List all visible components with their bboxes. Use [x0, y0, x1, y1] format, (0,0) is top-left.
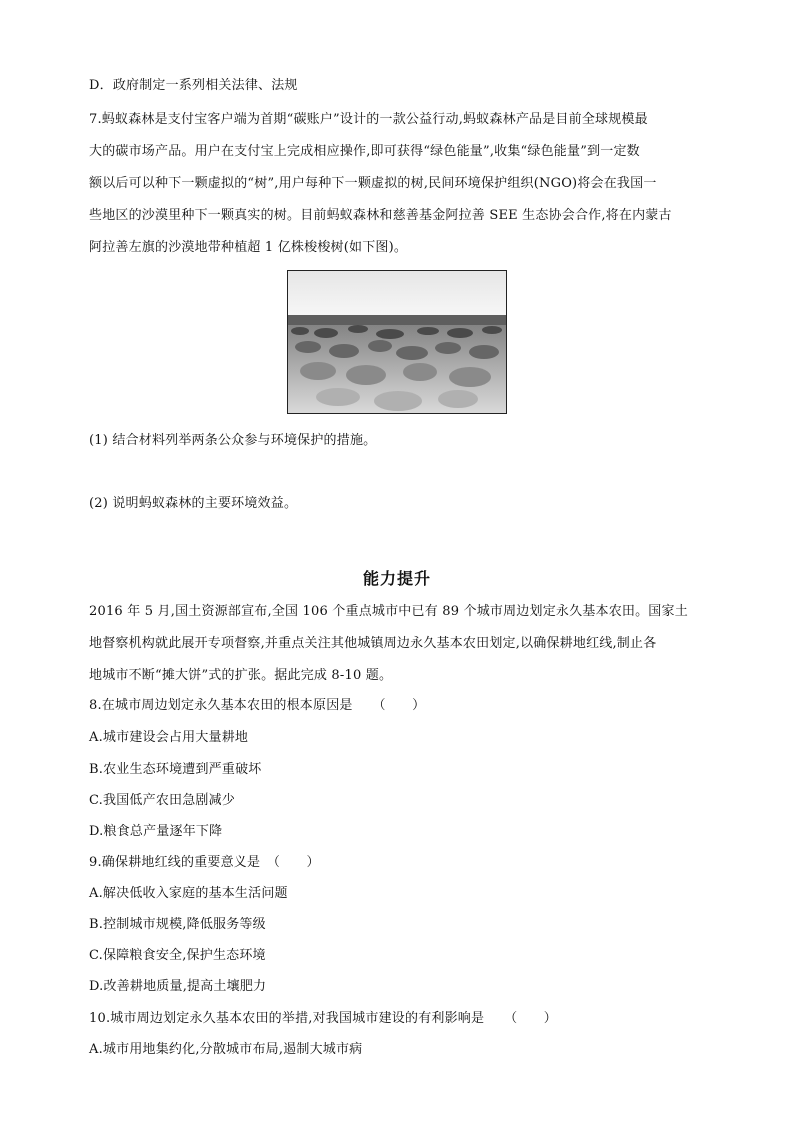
q7-line-1: 7.蚂蚁森林是支付宝客户端为首期“碳账户”设计的一款公益行动,蚂蚁森林产品是目前全球规模最 [89, 112, 648, 127]
q7-line-5: 阿拉善左旗的沙漠地带种植超 1 亿株梭梭树(如下图)。 [89, 240, 408, 255]
intro-line-2: 地督察机构就此展开专项督察,并重点关注其他城镇周边永久基本农田划定,以确保耕地红线,制止各 [89, 636, 657, 651]
intro-line-1: 2016 年 5 月,国土资源部宣布,全国 106 个重点城市中已有 89 个城市周边划定永久基本农田。国家土 [89, 604, 688, 619]
q8-option-a: A.城市建设会占用大量耕地 [89, 730, 249, 745]
q8-option-d: D.粮食总产量逐年下降 [89, 824, 223, 839]
q7-sub-question-2: (2) 说明蚂蚁森林的主要环境效益。 [89, 496, 298, 511]
q10-option-a: A.城市用地集约化,分散城市布局,遏制大城市病 [89, 1042, 363, 1057]
q9-option-b: B.控制城市规模,降低服务等级 [89, 917, 266, 932]
q9-stem: 9.确保耕地红线的重要意义是 （ ） [89, 855, 320, 870]
q8-stem: 8.在城市周边划定永久基本农田的根本原因是 （ ） [89, 698, 426, 713]
q7-sub-question-1: (1) 结合材料列举两条公众参与环境保护的措施。 [89, 433, 377, 448]
desert-saxaul-photo [287, 270, 507, 414]
q8-option-b: B.农业生态环境遭到严重破坏 [89, 762, 262, 777]
q10-stem: 10.城市周边划定永久基本农田的举措,对我国城市建设的有利影响是 （ ） [89, 1011, 557, 1026]
q9-option-a: A.解决低收入家庭的基本生活问题 [89, 886, 288, 901]
photo-illustration [288, 271, 506, 413]
q7-line-4: 些地区的沙漠里种下一颗真实的树。目前蚂蚁森林和慈善基金阿拉善 SEE 生态协会合作,将在内蒙古 [89, 208, 672, 223]
option-d-law: D．政府制定一系列相关法律、法规 [89, 78, 298, 93]
q9-option-d: D.改善耕地质量,提高土壤肥力 [89, 979, 267, 994]
q7-line-2: 大的碳市场产品。用户在支付宝上完成相应操作,即可获得“绿色能量”,收集“绿色能量”到一定数 [89, 144, 640, 159]
q8-option-c: C.我国低产农田急剧减少 [89, 793, 236, 808]
q7-line-3: 额以后可以种下一颗虚拟的“树”,用户每种下一颗虚拟的树,民间环境保护组织(NGO)将会在我国一 [89, 176, 657, 191]
section-title: 能力提升 [362, 569, 431, 588]
intro-line-3: 地城市不断“摊大饼”式的扩张。据此完成 8-10 题。 [89, 668, 393, 683]
q9-option-c: C.保障粮食安全,保护生态环境 [89, 948, 266, 963]
